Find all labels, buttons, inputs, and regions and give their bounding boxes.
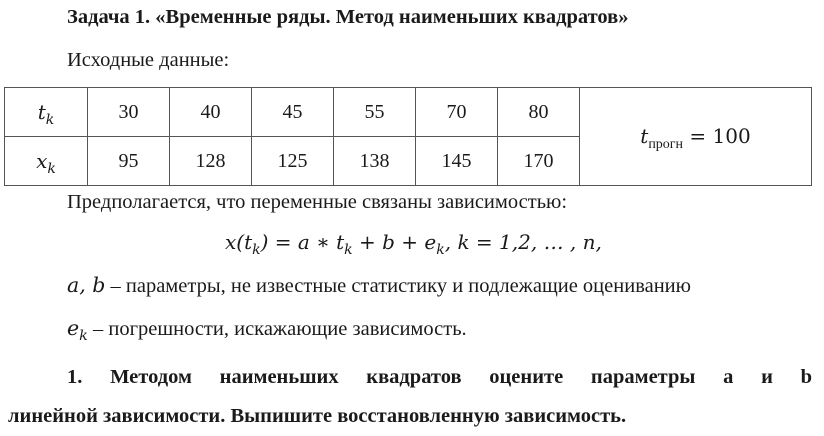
x-value-2: 128 [170,137,252,186]
t-value-6: 80 [498,88,580,137]
x-value-4: 138 [334,137,416,186]
t-value-5: 70 [416,88,498,137]
x-value-3: 125 [252,137,334,186]
errors-description: $e_k$ – погрешности, искажающие зависимость. [67,316,467,345]
data-table [4,87,812,186]
task-statement [8,358,812,436]
x-value-6: 170 [498,137,580,186]
model-formula: $x(t_k) = a$ ∗ $t_k + b + e_k$, k = 1,2, … , n, [225,230,602,258]
source-data-label: Исходные данные: [67,49,230,71]
t-value-1: 30 [88,88,170,137]
error-symbol: e [67,316,80,340]
t-value-2: 40 [170,88,252,137]
task-line-2: линейной зависимости. Выпишите восстановленную зависимость. [8,405,627,427]
task-line-1: 1. Методом наименьших квадратов оцените параметры a и b [67,366,812,388]
t-value-4: 55 [334,88,416,137]
task-title: Задача 1. «Временные ряды. Метод наименьших квадратов» [67,6,629,28]
parameter-symbols: a, b [67,273,106,297]
x-row-header: $x_k$ [5,137,88,186]
t-row-header: $t_k$ [5,88,88,137]
x-value-5: 145 [416,137,498,186]
t-value-3: 45 [252,88,334,137]
x-value-1: 95 [88,137,170,186]
parameters-description: a, b – параметры, не известные статистику и подлежащие оцениванию [67,273,691,297]
table-row-t [5,88,812,137]
assumption-text: Предполагается, что переменные связаны зависимостью: [67,191,568,213]
forecast-cell: $t_{прогн} = 100$ [580,88,812,186]
